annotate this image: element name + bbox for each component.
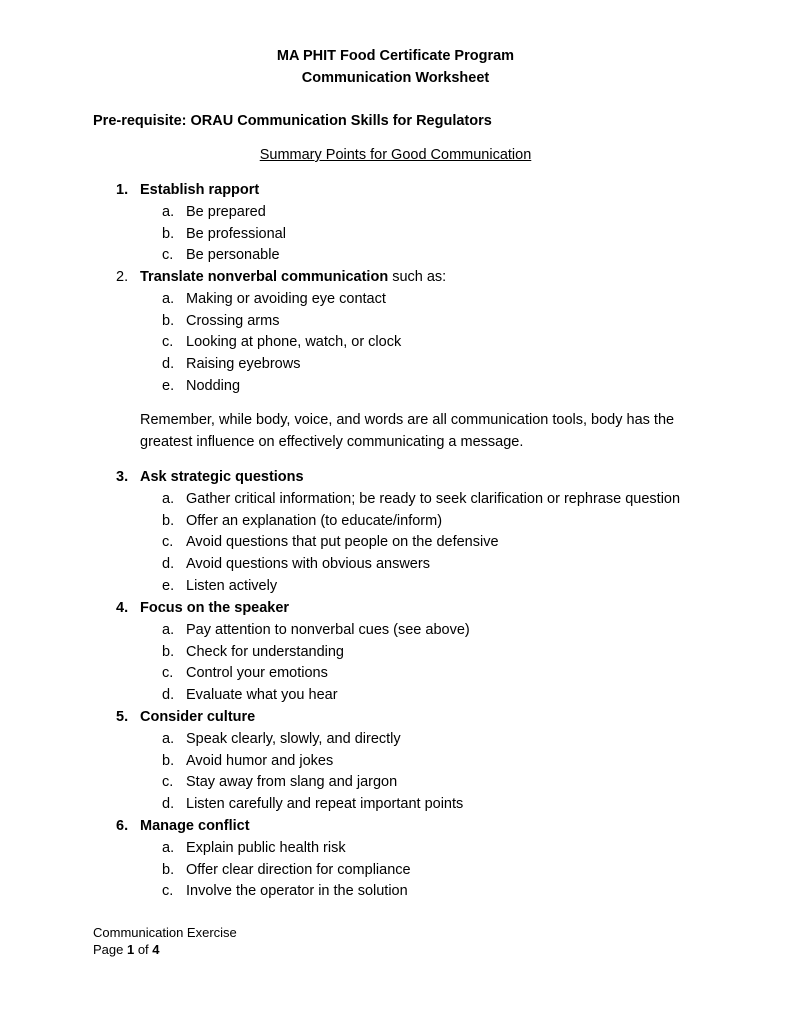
item-letter: c.	[162, 534, 174, 551]
section-establish-rapport	[0, 180, 791, 267]
section-title-bold: Establish rapport	[140, 182, 260, 198]
list-item	[0, 245, 791, 267]
list-item	[0, 489, 791, 511]
page-middle: of	[134, 942, 153, 957]
item-letter: e.	[162, 577, 175, 594]
document-title: MA PHIT Food Certificate Program	[276, 48, 515, 64]
section-heading	[0, 267, 791, 289]
item-text: Avoid humor and jokes	[186, 752, 334, 769]
item-text: Pay attention to nonverbal cues (see above)	[186, 621, 470, 638]
item-text: Making or avoiding eye contact	[186, 290, 386, 307]
list-item	[0, 685, 791, 707]
section-translate-nonverbal	[0, 267, 791, 398]
section-title	[140, 267, 446, 289]
list-item	[0, 881, 791, 903]
item-letter: b.	[162, 643, 175, 660]
item-letter: b.	[162, 861, 175, 878]
section-number: 3.	[116, 469, 129, 485]
list-item	[0, 663, 791, 685]
section-heading	[0, 707, 791, 729]
item-text: Avoid questions with obvious answers	[186, 556, 430, 573]
list-item	[0, 794, 791, 816]
page-prefix: Page	[93, 942, 127, 957]
document-subtitle: Communication Worksheet	[301, 70, 490, 86]
item-text: Stay away from slang and jargon	[186, 774, 398, 791]
item-letter: a.	[162, 621, 175, 638]
item-letter: b.	[162, 752, 175, 769]
section-title-bold: Focus on the speaker	[140, 600, 290, 616]
item-letter: b.	[162, 225, 175, 242]
item-text: Looking at phone, watch, or clock	[186, 334, 402, 351]
page-total: 4	[152, 942, 160, 957]
section-title	[140, 180, 259, 202]
list-item	[0, 332, 791, 354]
section-title-bold: Translate nonverbal communication	[140, 269, 389, 285]
item-letter: c.	[162, 883, 174, 900]
item-letter: d.	[162, 356, 175, 373]
item-text: Control your emotions	[186, 665, 328, 682]
item-letter: b.	[162, 512, 175, 529]
list-item	[0, 376, 791, 398]
summary-heading: Summary Points for Good Communication	[259, 147, 532, 163]
page-number	[93, 941, 237, 958]
item-text: Crossing arms	[186, 312, 280, 329]
section-title	[140, 467, 304, 489]
prerequisite-line: Pre-requisite: ORAU Communication Skills for Regulators	[93, 113, 492, 129]
item-text: Listen carefully and repeat important points	[186, 796, 464, 813]
list-item	[0, 554, 791, 576]
item-text: Gather critical information; be ready to seek clarification or rephrase question	[186, 490, 681, 507]
section-title-bold: Ask strategic questions	[140, 469, 304, 485]
item-text: Offer an explanation (to educate/inform)	[186, 512, 443, 529]
section-number: 6.	[116, 818, 129, 834]
item-letter: a.	[162, 290, 175, 307]
item-letter: d.	[162, 556, 175, 573]
list-item	[0, 311, 791, 333]
item-text: Offer clear direction for compliance	[186, 861, 411, 878]
list-item	[0, 202, 791, 224]
item-letter: a.	[162, 490, 175, 507]
section-title	[140, 598, 289, 620]
item-letter: a.	[162, 203, 175, 220]
item-letter: c.	[162, 334, 174, 351]
item-text: Avoid questions that put people on the defensive	[186, 534, 499, 551]
list-item	[0, 532, 791, 554]
item-letter: a.	[162, 730, 175, 747]
list-item	[0, 838, 791, 860]
item-letter: e.	[162, 377, 175, 394]
section-number: 2.	[116, 269, 129, 285]
section-ask-strategic-questions	[0, 467, 791, 598]
section-heading	[0, 598, 791, 620]
section-title-bold: Consider culture	[140, 709, 256, 725]
item-text: Nodding	[186, 377, 241, 394]
section-consider-culture	[0, 707, 791, 816]
footer-title: Communication Exercise	[93, 925, 237, 940]
item-text: Speak clearly, slowly, and directly	[186, 730, 401, 747]
section-number: 4.	[116, 600, 129, 616]
section-heading	[0, 180, 791, 202]
item-text: Explain public health risk	[186, 839, 346, 856]
page-current: 1	[126, 942, 135, 957]
item-text: Listen actively	[186, 577, 278, 594]
item-text: Be personable	[186, 247, 280, 264]
item-letter: a.	[162, 839, 175, 856]
list-item	[0, 772, 791, 794]
list-item	[0, 642, 791, 664]
section-manage-conflict	[0, 816, 791, 903]
item-letter: c.	[162, 247, 174, 264]
item-text: Involve the operator in the solution	[186, 883, 408, 900]
item-letter: b.	[162, 312, 175, 329]
list-item	[0, 576, 791, 598]
item-letter: c.	[162, 774, 174, 791]
section-title-bold: Manage conflict	[140, 818, 250, 834]
item-text: Raising eyebrows	[186, 356, 301, 373]
section-heading	[0, 816, 791, 838]
section-number: 1.	[116, 182, 129, 198]
page-footer	[93, 924, 237, 958]
item-text: Be prepared	[186, 203, 266, 220]
item-text: Evaluate what you hear	[186, 687, 338, 704]
list-item	[0, 289, 791, 311]
item-text: Be professional	[186, 225, 286, 242]
section-heading	[0, 467, 791, 489]
list-item	[0, 729, 791, 751]
section-title-rest: such as:	[388, 269, 447, 285]
note-paragraph: Remember, while body, voice, and words are all communication tools, body has the greatest influence on effectively communicating a message.	[140, 412, 675, 450]
list-item	[0, 751, 791, 773]
list-item	[0, 620, 791, 642]
list-item	[0, 860, 791, 882]
item-letter: c.	[162, 665, 174, 682]
list-item	[0, 511, 791, 533]
section-number: 5.	[116, 709, 129, 725]
section-title	[140, 816, 250, 838]
list-item	[0, 224, 791, 246]
section-title	[140, 707, 255, 729]
list-item	[0, 354, 791, 376]
item-letter: d.	[162, 687, 175, 704]
item-letter: d.	[162, 796, 175, 813]
section-focus-on-speaker	[0, 598, 791, 707]
item-text: Check for understanding	[186, 643, 344, 660]
